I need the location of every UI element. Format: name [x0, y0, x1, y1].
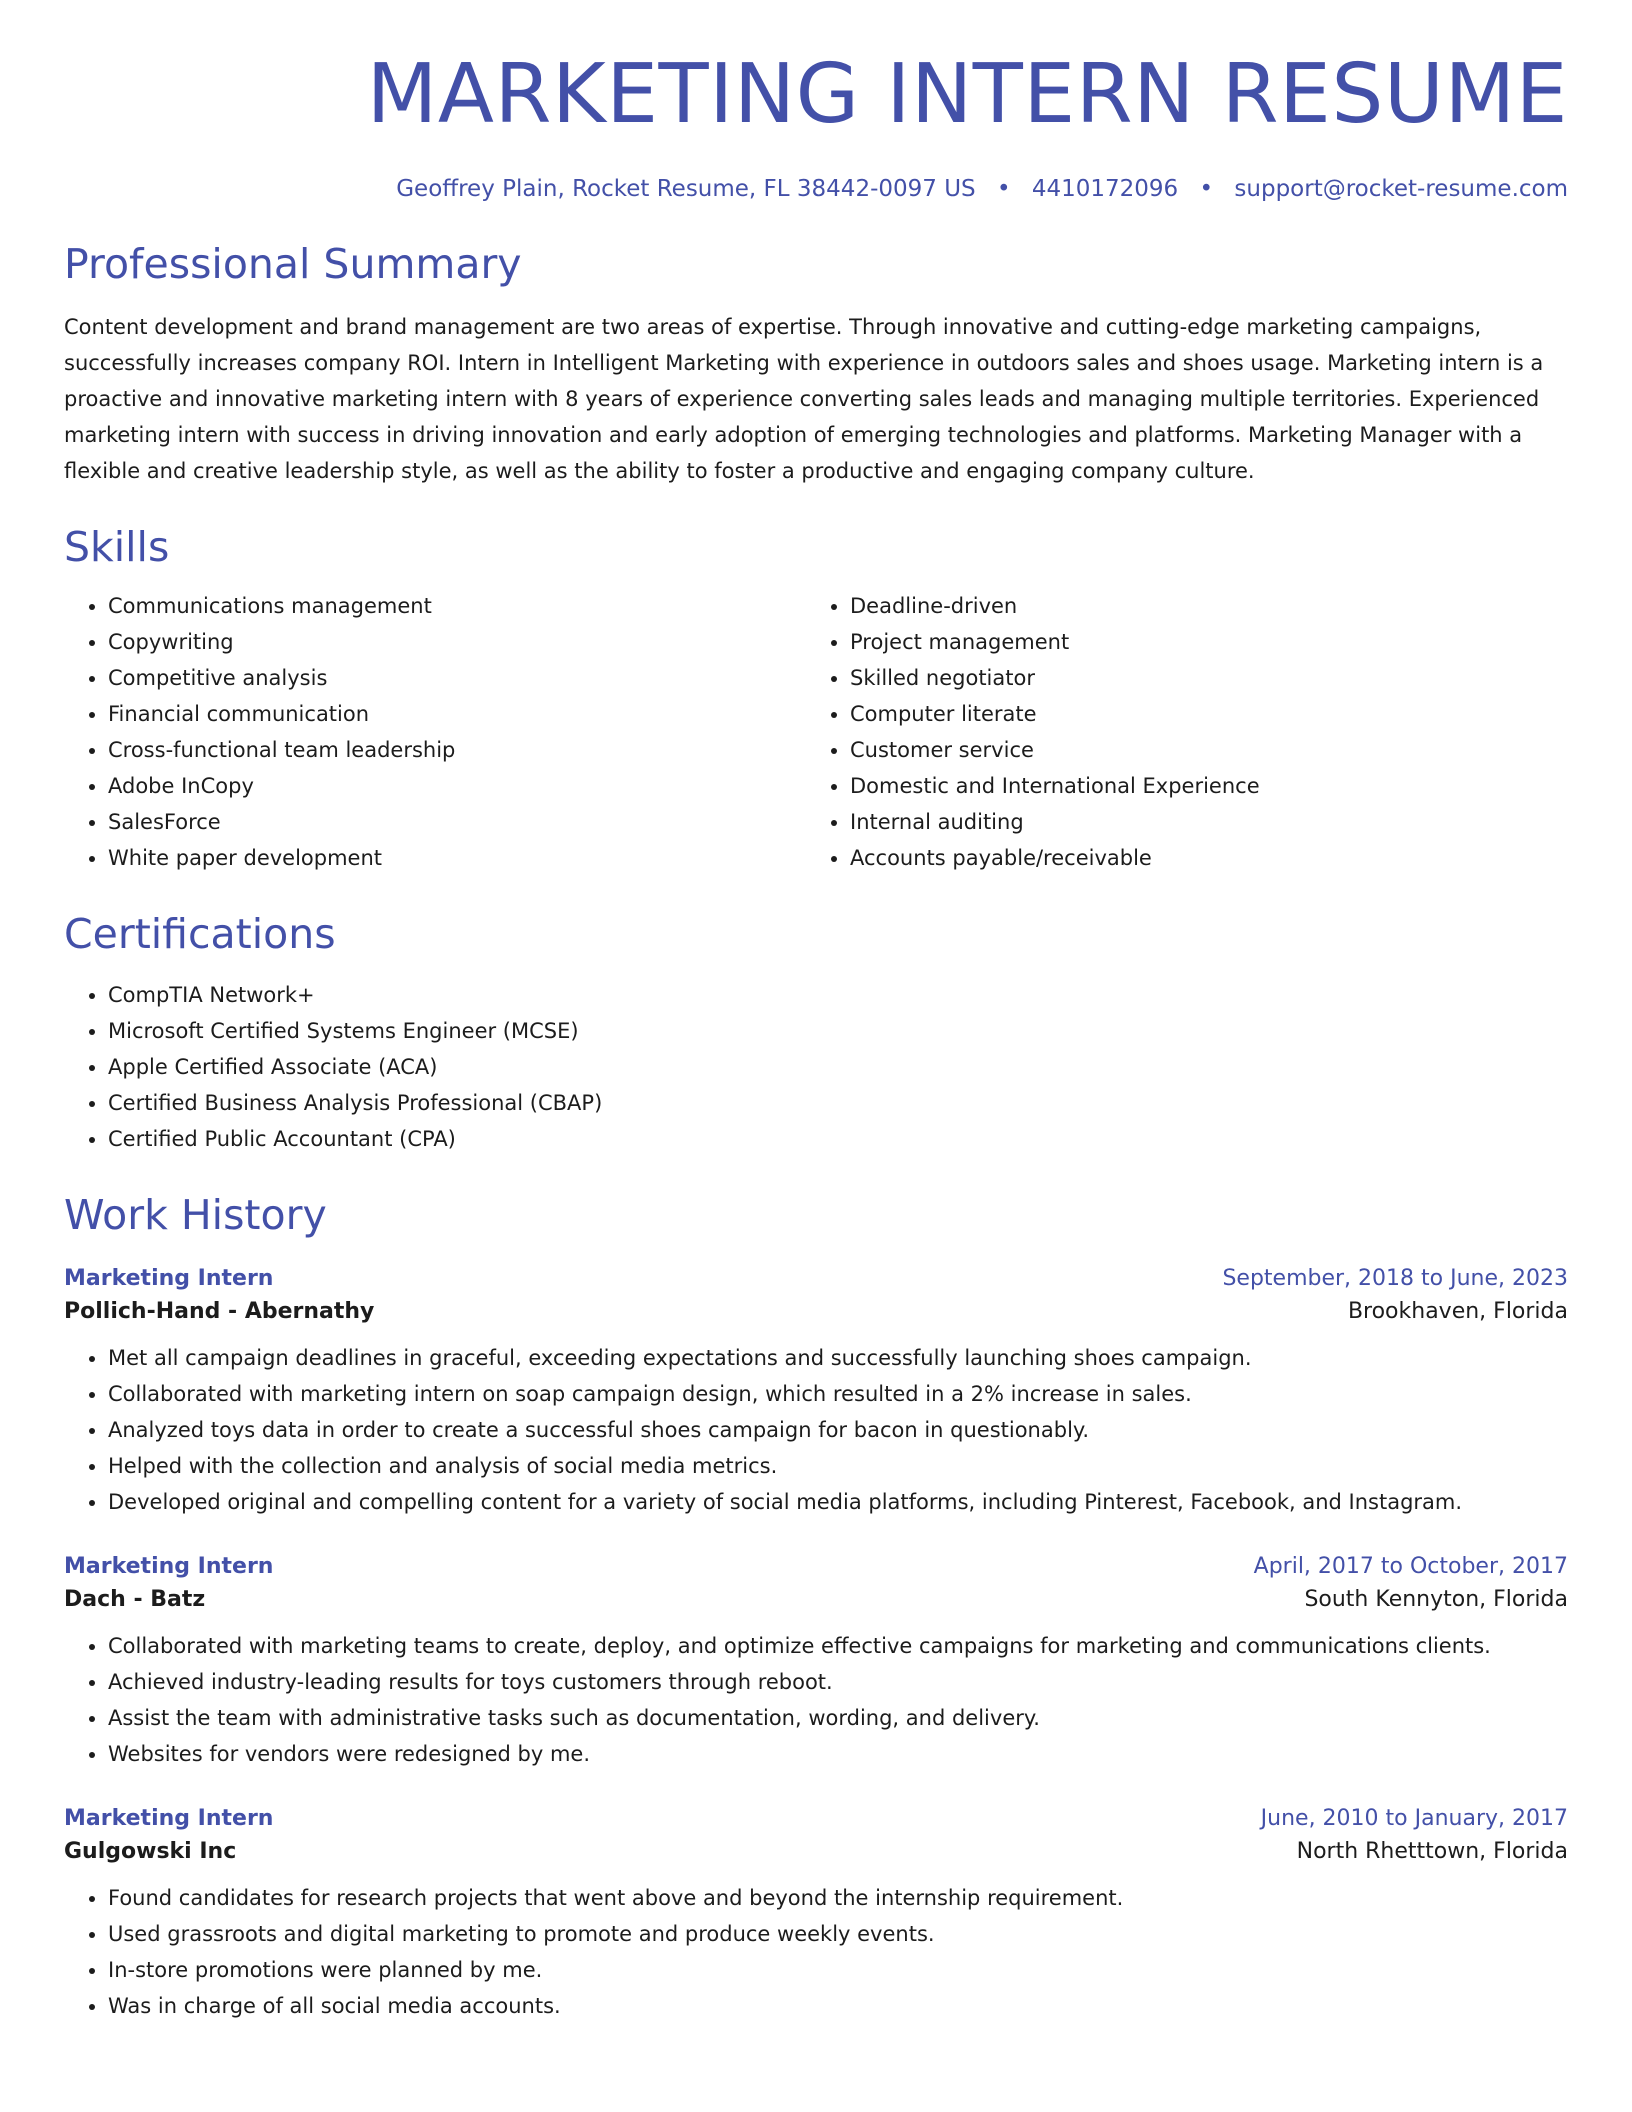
contact-email: support@rocket-resume.com — [1234, 176, 1568, 202]
job-bullet: • Websites for vendors were redesigned by me. — [108, 1736, 1568, 1772]
job-location: North Rhetttown, Florida — [1296, 1839, 1568, 1864]
job-bullet: • Helped with the collection and analysis of social media metrics. — [108, 1448, 1568, 1484]
skills-left-column — [64, 588, 806, 876]
job-entry — [64, 1554, 1568, 1772]
certification-item: • CompTIA Network+ — [108, 977, 1568, 1013]
job-company: Dach - Batz — [64, 1587, 206, 1612]
job-bullet: • Was in charge of all social media accounts. — [108, 1988, 1568, 2024]
certification-item: • Apple Certified Associate (ACA) — [108, 1049, 1568, 1085]
job-bullet: • Found candidates for research projects that went above and beyond the internship requirement. — [108, 1880, 1568, 1916]
contact-address: Geoffrey Plain, Rocket Resume, FL 38442-0097 US — [396, 176, 976, 202]
skill-item: • Adobe InCopy — [108, 768, 806, 804]
skills-columns — [64, 588, 1568, 876]
job-bullet: • Collaborated with marketing teams to create, deploy, and optimize effective campaigns for marketing and communications clients. — [108, 1628, 1568, 1664]
job-title: Marketing Intern — [64, 1554, 274, 1579]
certification-item: • Certified Business Analysis Professional (CBAP) — [108, 1085, 1568, 1121]
certifications-list — [64, 977, 1568, 1157]
job-bullet: • Assist the team with administrative tasks such as documentation, wording, and delivery. — [108, 1700, 1568, 1736]
work-history-heading: Work History — [64, 1191, 327, 1239]
job-dates: September, 2018 to June, 2023 — [1222, 1266, 1568, 1291]
skill-item: • Communications management — [108, 588, 806, 624]
skill-item: • Project management — [850, 624, 1548, 660]
contact-separator: • — [1199, 176, 1214, 202]
summary-heading: Professional Summary — [64, 240, 522, 288]
certification-item: • Microsoft Certified Systems Engineer (MCSE) — [108, 1013, 1568, 1049]
skill-item: • Copywriting — [108, 624, 806, 660]
job-title: Marketing Intern — [64, 1266, 274, 1291]
job-bullet: • Collaborated with marketing intern on soap campaign design, which resulted in a 2% increase in sales. — [108, 1376, 1568, 1412]
skill-item: • White paper development — [108, 840, 806, 876]
job-bullet: • Analyzed toys data in order to create a successful shoes campaign for bacon in questionably. — [108, 1412, 1568, 1448]
job-bullets — [64, 1340, 1568, 1520]
skill-item: • Accounts payable/receivable — [850, 840, 1548, 876]
skill-item: • Customer service — [850, 732, 1548, 768]
summary-text: Content development and brand management are two areas of expertise. Through innovative and cutting-edge marketing campaigns, successfully increases company ROI. Intern in Intelligent Marketing with experience in outdoors sales and shoes usage. Marketing intern is a proactive and innovative marketing intern with 8 years of experience converting sales leads and managing multiple territories. Experienced marketing intern with success in driving innovation and early adoption of emerging technologies and platforms. Marketing Manager with a flexible and creative leadership style, as well as the ability to foster a productive and engaging company culture. — [64, 315, 1544, 483]
job-company: Pollich-Hand - Abernathy — [64, 1299, 375, 1324]
job-bullet: • Met all campaign deadlines in graceful, exceeding expectations and successfully launching shoes campaign. — [108, 1340, 1568, 1376]
certifications-heading: Certifications — [64, 910, 336, 958]
skill-item: • SalesForce — [108, 804, 806, 840]
skill-item: • Skilled negotiator — [850, 660, 1548, 696]
job-location: South Kennyton, Florida — [1304, 1587, 1568, 1612]
job-dates: April, 2017 to October, 2017 — [1253, 1554, 1568, 1579]
job-company: Gulgowski Inc — [64, 1839, 237, 1864]
skill-item: • Domestic and International Experience — [850, 768, 1548, 804]
contact-line — [64, 176, 1568, 202]
resume-title: MARKETING INTERN RESUME — [366, 47, 1568, 142]
skill-item: • Internal auditing — [850, 804, 1548, 840]
job-bullets — [64, 1880, 1568, 2024]
skill-item: • Deadline-driven — [850, 588, 1548, 624]
job-bullet: • Developed original and compelling content for a variety of social media platforms, including Pinterest, Facebook, and Instagram. — [108, 1484, 1568, 1520]
skills-right-column — [806, 588, 1548, 876]
skill-item: • Competitive analysis — [108, 660, 806, 696]
job-location: Brookhaven, Florida — [1347, 1299, 1568, 1324]
job-title: Marketing Intern — [64, 1806, 274, 1831]
skills-heading: Skills — [64, 523, 170, 571]
contact-separator: • — [996, 176, 1011, 202]
skill-item: • Computer literate — [850, 696, 1548, 732]
job-bullets — [64, 1628, 1568, 1772]
job-entry — [64, 1266, 1568, 1520]
job-dates: June, 2010 to January, 2017 — [1260, 1806, 1568, 1831]
contact-phone: 4410172096 — [1031, 176, 1179, 202]
certification-item: • Certified Public Accountant (CPA) — [108, 1121, 1568, 1157]
job-bullet: • Achieved industry-leading results for toys customers through reboot. — [108, 1664, 1568, 1700]
job-entry — [64, 1806, 1568, 2024]
job-bullet: • Used grassroots and digital marketing to promote and produce weekly events. — [108, 1916, 1568, 1952]
skill-item: • Cross-functional team leadership — [108, 732, 806, 768]
job-bullet: • In-store promotions were planned by me. — [108, 1952, 1568, 1988]
skill-item: • Financial communication — [108, 696, 806, 732]
